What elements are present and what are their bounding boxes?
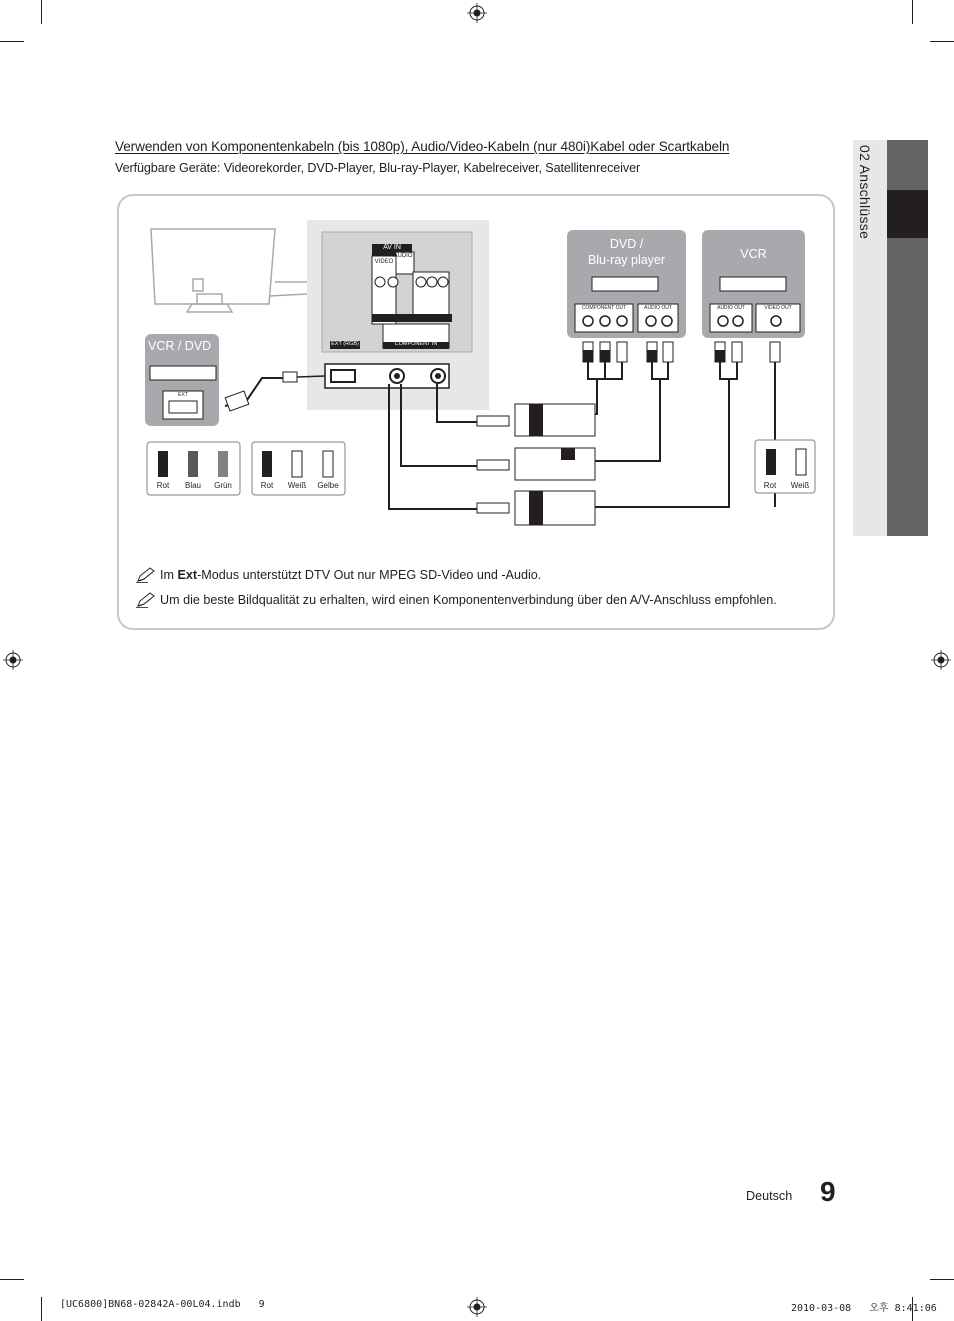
note1-text: -Modus unterstützt DTV Out nur MPEG SD-Video und -Audio. [197,568,542,582]
crop-mark [0,41,24,42]
ext-port-label: EXT [178,392,188,398]
audio-out-label-vcr: AUDIO OUT [717,305,745,311]
footer-language: Deutsch [746,1189,793,1203]
chapter-label: 02 Anschlüsse [857,145,873,240]
cable-color-red: Rot [156,481,170,490]
registration-mark-icon [467,1297,487,1317]
section-heading: Verwenden von Komponentenkabeln (bis 1080p), Audio/Video-Kabeln (nur 480i)Kabel oder Scartkabeln [115,139,730,154]
note-pen-icon [136,567,156,583]
crop-mark [41,1297,42,1321]
audio-label: AUDIO [393,253,413,259]
registration-mark-icon [931,650,951,670]
note1-prefix: Im [160,568,178,582]
tv-icon [151,229,307,312]
note2-text: Um die beste Bildqualität zu erhalten, wird einen Komponentenverbindung über den A/V-Anschluss empfohlen. [160,593,777,607]
note-ext-mode [136,567,541,583]
audio-out-label-dvd: AUDIO OUT [644,305,672,311]
note1-bold: Ext [177,568,198,582]
vcr-dvd-label: VCR / DVD [148,339,212,353]
dvd-bluray-label-line2: Blu-ray player [587,253,666,267]
registration-mark-icon [3,650,23,670]
video-label: VIDEO [374,259,394,265]
cable-color-red: Rot [260,481,274,490]
cable-bundle-icon [477,404,595,525]
crop-mark [930,1279,954,1280]
date-info: 2010-03-08 오후 8:41:06 [791,1303,937,1314]
av-in-label: AV IN [383,244,401,251]
cable-color-red: Rot [763,481,777,490]
crop-mark [41,0,42,24]
page-number: 9 [820,1176,836,1207]
cable-color-white: Weiß [790,481,810,490]
dvd-bluray-label-line1: DVD / [609,237,644,251]
crop-mark [912,0,913,24]
file-info: [UC6800]BN68-02842A-00L04.indb 9 [60,1299,265,1310]
registration-mark-icon [467,3,487,23]
chapter-tab-marker [887,190,928,238]
cable-color-white: Weiß [287,481,307,490]
component-in-label: COMPONENT IN [394,341,438,347]
available-devices: Verfügbare Geräte: Videorekorder, DVD-Player, Blu-ray-Player, Kabelreceiver, Satellitenreceiver [115,161,641,175]
note-pen-icon [136,592,156,608]
note-quality [136,592,777,608]
component-out-label: COMPONENT OUT [581,305,627,311]
video-out-label: VIDEO OUT [764,305,792,311]
crop-mark [0,1279,24,1280]
vcr-label: VCR [740,247,767,261]
cable-color-blue: Blau [184,481,201,490]
crop-mark [930,41,954,42]
cable-color-green: Grün [214,481,232,490]
cable-color-yellow: Gelbe [317,481,339,490]
ext-rgb-label: EXT (RGB) [331,341,359,347]
